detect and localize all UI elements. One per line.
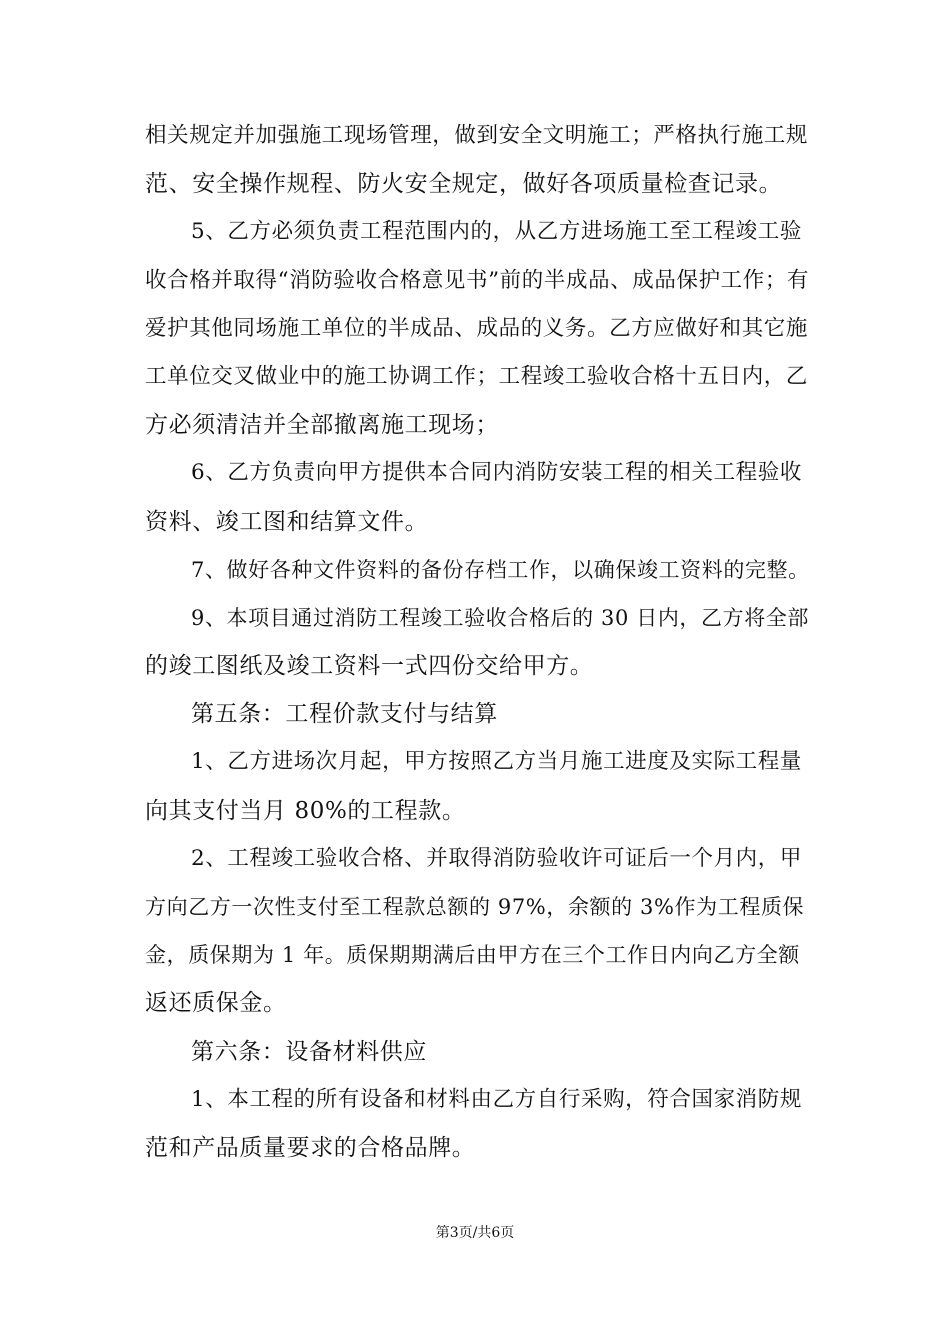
text-line: 的竣工图纸及竣工资料一式四份交给甲方。 [145,653,594,680]
section-heading [145,1028,810,1076]
text-line: 收合格并取得“消防验收合格意见书”前的半成品、成品保护工作；有 [145,267,810,293]
paragraph [145,546,810,594]
paragraph [145,738,810,834]
text-line: 爱护其他同场施工单位的半成品、成品的义务。乙方应做好和其它施 [145,315,809,341]
text-line: 返还质保金。 [145,990,287,1017]
text-line: 1、乙方进场次月起，甲方按照乙方当月施工进度及实际工程量 [191,749,802,775]
text-line: 2、工程竣工验收合格、并取得消防验收许可证后一个月内，甲 [191,845,802,871]
paragraph [145,112,810,208]
text-line: 7、做好各种文件资料的备份存档工作，以确保竣工资料的完整。 [191,557,810,582]
text-line: 方必须清洁并全部撤离施工现场； [145,412,499,439]
paragraph [145,208,810,449]
paragraph [145,835,810,1028]
text-line: 范、安全操作规程、防火安全规定，做好各项质量检查记录。 [145,171,783,198]
text-line: 1、本工程的所有设备和材料由乙方自行采购，符合国家消防规 [191,1086,802,1112]
text-line: 5、乙方必须负责工程范围内的，从乙方进场施工至工程竣工验 [191,219,802,245]
paragraph [145,594,810,690]
section-heading [145,690,810,738]
paragraph [145,449,810,545]
text-line: 金，质保期为 1 年。质保期期满后由甲方在三个工作日内向乙方全额 [145,943,800,968]
text-line: 向其支付当月 80%的工程款。 [145,797,466,824]
section-heading-text: 第六条：设备材料供应 [191,1038,427,1065]
text-line: 资料、竣工图和结算文件。 [145,508,429,535]
document-body [145,112,810,1172]
text-line: 范和产品质量要求的合格品牌。 [145,1134,476,1161]
section-heading-text: 第五条：工程价款支付与结算 [191,701,498,728]
page-number-footer: 第3页/共6页 [435,1225,515,1241]
text-line: 工单位交叉做业中的施工协调工作；工程竣工验收合格十五日内，乙 [145,363,809,389]
paragraph [145,1076,810,1172]
text-line: 方向乙方一次性支付至工程款总额的 97%，余额的 3%作为工程质保 [145,895,805,919]
text-line: 相关规定并加强施工现场管理，做到安全文明施工；严格执行施工规 [145,123,809,148]
text-line: 6、乙方负责向甲方提供本合同内消防安装工程的相关工程验收 [191,460,802,486]
text-line: 9、本项目通过消防工程竣工验收合格后的 30 日内，乙方将全部 [191,605,810,630]
